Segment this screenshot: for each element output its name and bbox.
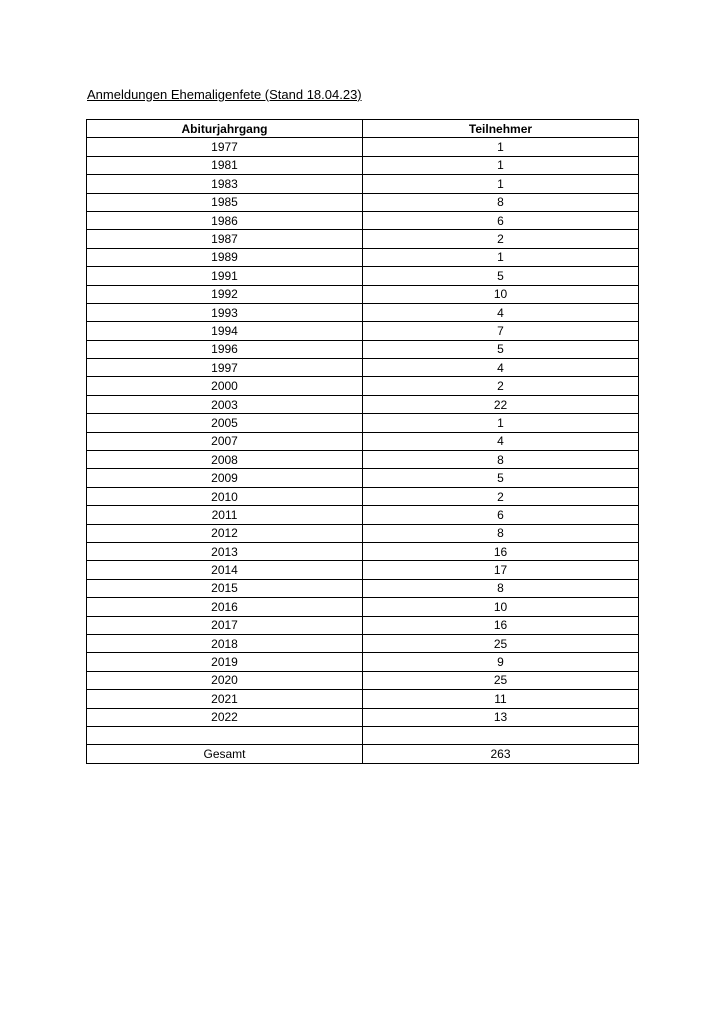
total-label: Gesamt <box>87 745 363 763</box>
table-row <box>87 322 639 340</box>
abiturjahrgang-cell: 2008 <box>87 451 363 469</box>
teilnehmer-cell: 1 <box>363 156 639 174</box>
teilnehmer-cell: 10 <box>363 285 639 303</box>
teilnehmer-cell: 5 <box>363 469 639 487</box>
table-row <box>87 303 639 321</box>
abiturjahrgang-cell: 1991 <box>87 267 363 285</box>
table-row <box>87 690 639 708</box>
table-row <box>87 414 639 432</box>
abiturjahrgang-cell: 2011 <box>87 506 363 524</box>
abiturjahrgang-cell: 2021 <box>87 690 363 708</box>
abiturjahrgang-cell: 1985 <box>87 193 363 211</box>
table-row <box>87 248 639 266</box>
abiturjahrgang-cell: 1987 <box>87 230 363 248</box>
teilnehmer-cell: 1 <box>363 414 639 432</box>
abiturjahrgang-cell: 2016 <box>87 598 363 616</box>
abiturjahrgang-cell: 1981 <box>87 156 363 174</box>
abiturjahrgang-cell: 2007 <box>87 432 363 450</box>
teilnehmer-cell: 4 <box>363 359 639 377</box>
teilnehmer-cell: 11 <box>363 690 639 708</box>
table-row <box>87 616 639 634</box>
abiturjahrgang-cell: 2012 <box>87 524 363 542</box>
table-row <box>87 432 639 450</box>
teilnehmer-cell: 6 <box>363 506 639 524</box>
total-row <box>87 745 639 763</box>
column-header-teilnehmer: Teilnehmer <box>363 120 639 138</box>
teilnehmer-cell: 5 <box>363 340 639 358</box>
abiturjahrgang-cell: 1992 <box>87 285 363 303</box>
teilnehmer-cell: 1 <box>363 175 639 193</box>
table-row <box>87 671 639 689</box>
table-row <box>87 524 639 542</box>
table-row <box>87 708 639 726</box>
abiturjahrgang-cell: 1986 <box>87 211 363 229</box>
table-row <box>87 230 639 248</box>
abiturjahrgang-cell: 2017 <box>87 616 363 634</box>
table-row <box>87 285 639 303</box>
table-row <box>87 211 639 229</box>
empty-cell <box>87 726 363 744</box>
teilnehmer-cell: 6 <box>363 211 639 229</box>
abiturjahrgang-cell: 1996 <box>87 340 363 358</box>
table-body <box>87 138 639 727</box>
teilnehmer-cell: 8 <box>363 579 639 597</box>
abiturjahrgang-cell: 2015 <box>87 579 363 597</box>
table-row <box>87 487 639 505</box>
teilnehmer-cell: 25 <box>363 634 639 652</box>
table-row <box>87 469 639 487</box>
teilnehmer-cell: 16 <box>363 542 639 560</box>
table-row <box>87 395 639 413</box>
teilnehmer-cell: 2 <box>363 230 639 248</box>
table-row <box>87 138 639 156</box>
abiturjahrgang-cell: 1997 <box>87 359 363 377</box>
total-value: 263 <box>363 745 639 763</box>
abiturjahrgang-cell: 2003 <box>87 395 363 413</box>
registration-table <box>86 119 639 764</box>
table-row <box>87 653 639 671</box>
teilnehmer-cell: 8 <box>363 193 639 211</box>
column-header-abiturjahrgang: Abiturjahrgang <box>87 120 363 138</box>
abiturjahrgang-cell: 2020 <box>87 671 363 689</box>
teilnehmer-cell: 5 <box>363 267 639 285</box>
teilnehmer-cell: 2 <box>363 377 639 395</box>
table-row <box>87 542 639 560</box>
document-title: Anmeldungen Ehemaligenfete (Stand 18.04.23) <box>87 87 362 102</box>
teilnehmer-cell: 13 <box>363 708 639 726</box>
empty-spacer-row <box>87 726 639 744</box>
table-row <box>87 193 639 211</box>
abiturjahrgang-cell: 1994 <box>87 322 363 340</box>
teilnehmer-cell: 1 <box>363 248 639 266</box>
abiturjahrgang-cell: 2010 <box>87 487 363 505</box>
empty-cell <box>363 726 639 744</box>
teilnehmer-cell: 2 <box>363 487 639 505</box>
abiturjahrgang-cell: 2018 <box>87 634 363 652</box>
table-row <box>87 267 639 285</box>
teilnehmer-cell: 25 <box>363 671 639 689</box>
table-row <box>87 561 639 579</box>
abiturjahrgang-cell: 2000 <box>87 377 363 395</box>
teilnehmer-cell: 4 <box>363 303 639 321</box>
table-row <box>87 598 639 616</box>
teilnehmer-cell: 10 <box>363 598 639 616</box>
teilnehmer-cell: 17 <box>363 561 639 579</box>
abiturjahrgang-cell: 1977 <box>87 138 363 156</box>
table-row <box>87 156 639 174</box>
abiturjahrgang-cell: 2005 <box>87 414 363 432</box>
table-row <box>87 634 639 652</box>
table-header-row <box>87 120 639 138</box>
abiturjahrgang-cell: 2009 <box>87 469 363 487</box>
table-row <box>87 175 639 193</box>
table-row <box>87 579 639 597</box>
abiturjahrgang-cell: 2013 <box>87 542 363 560</box>
teilnehmer-cell: 8 <box>363 451 639 469</box>
table-row <box>87 359 639 377</box>
table-row <box>87 377 639 395</box>
teilnehmer-cell: 4 <box>363 432 639 450</box>
abiturjahrgang-cell: 2019 <box>87 653 363 671</box>
abiturjahrgang-cell: 2014 <box>87 561 363 579</box>
table-row <box>87 506 639 524</box>
teilnehmer-cell: 16 <box>363 616 639 634</box>
teilnehmer-cell: 7 <box>363 322 639 340</box>
abiturjahrgang-cell: 1989 <box>87 248 363 266</box>
abiturjahrgang-cell: 2022 <box>87 708 363 726</box>
teilnehmer-cell: 22 <box>363 395 639 413</box>
teilnehmer-cell: 9 <box>363 653 639 671</box>
table-row <box>87 340 639 358</box>
teilnehmer-cell: 1 <box>363 138 639 156</box>
table-row <box>87 451 639 469</box>
abiturjahrgang-cell: 1993 <box>87 303 363 321</box>
abiturjahrgang-cell: 1983 <box>87 175 363 193</box>
teilnehmer-cell: 8 <box>363 524 639 542</box>
